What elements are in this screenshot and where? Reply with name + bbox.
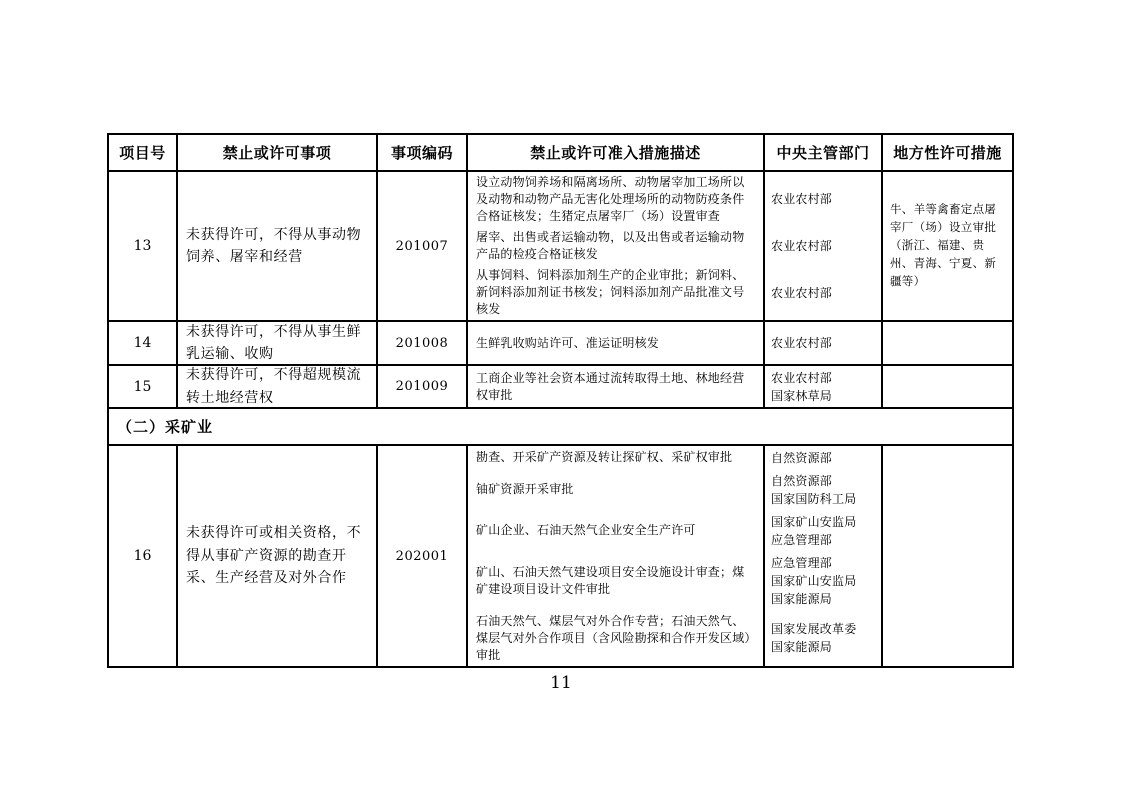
central-department: 农业农村部 — [771, 285, 833, 300]
central-department: 国家国防科工局 — [771, 491, 857, 506]
local-measure-cell — [883, 322, 1012, 364]
central-department: 应急管理部 — [771, 555, 833, 570]
measures-and-departments — [468, 322, 883, 364]
central-department: 农业农村部 — [771, 370, 833, 385]
measure-subrow — [468, 227, 883, 265]
measure-description: 石油天然气、煤层气对外合作专营；石油天然气、煤层气对外合作项目（含风险勘探和合作开发区域）审批 — [468, 611, 765, 667]
item-number-cell — [109, 366, 178, 407]
central-department: 农业农村部 — [771, 239, 833, 253]
central-department-cell — [765, 227, 883, 265]
item-description: 未获得许可，不得从事动物饲养、屠宰和经营 — [186, 226, 362, 265]
table-header-row — [109, 135, 1012, 172]
measures-and-departments — [468, 366, 883, 407]
central-department: 国家林草局 — [771, 388, 833, 403]
central-department: 国家矿山安监局 — [771, 514, 857, 529]
central-department: 国家能源局 — [771, 591, 833, 606]
table-row — [109, 322, 1012, 366]
central-department-cell — [765, 551, 883, 610]
measure-subrow — [468, 172, 883, 227]
measure-description: 设立动物饲养场和隔离场所、动物屠宰加工场所以及动物和动物产品无害化处理场所的动物防疫条件合格证核发；生猪定点屠宰厂（场）设置审查 — [468, 172, 765, 227]
measure-description: 屠宰、出售或者运输动物，以及出售或者运输动物产品的检疫合格证核发 — [468, 227, 765, 265]
item-code-cell — [378, 446, 468, 666]
central-department-cell — [765, 469, 883, 510]
section-title: （二）采矿业 — [117, 418, 214, 436]
item-code: 201008 — [395, 335, 449, 351]
item-description: 未获得许可，不得从事生鲜乳运输、收购 — [186, 323, 362, 362]
item-code: 201007 — [395, 238, 449, 254]
item-code-cell — [378, 322, 468, 364]
measure-description: 铀矿资源开采审批 — [468, 469, 765, 510]
item-code: 201009 — [395, 379, 449, 394]
measure-subrow — [468, 265, 883, 320]
central-department: 国家发展改革委 — [771, 622, 857, 637]
measure-subrow — [468, 469, 883, 510]
item-description-cell — [178, 366, 378, 407]
column-header: 地方性许可措施 — [893, 144, 1002, 162]
table-row — [109, 446, 1012, 666]
local-measure-cell — [883, 172, 1012, 320]
item-description: 未获得许可，不得超规模流转土地经营权 — [186, 367, 362, 406]
measure-subrow — [468, 611, 883, 667]
item-description: 未获得许可或相关资格，不得从事矿产资源的勘查开采、生产经营及对外合作 — [186, 525, 362, 587]
central-department: 农业农村部 — [771, 192, 833, 207]
item-number-cell — [109, 172, 178, 320]
item-number-cell — [109, 322, 178, 364]
central-department: 自然资源部 — [771, 450, 833, 465]
central-department-cell — [765, 172, 883, 227]
table-row — [109, 366, 1012, 409]
central-department-cell — [765, 446, 883, 469]
item-code: 202001 — [395, 548, 449, 564]
item-description-cell — [178, 322, 378, 364]
measure-description: 工商企业等社会资本通过流转取得土地、林地经营权审批 — [468, 366, 765, 407]
measure-description: 矿山企业、石油天然气企业安全生产许可 — [468, 510, 765, 551]
table-body — [109, 172, 1012, 666]
measures-and-departments — [468, 172, 883, 320]
item-description-cell — [178, 446, 378, 666]
item-code-cell — [378, 172, 468, 320]
measure-subrow — [468, 322, 883, 364]
central-department: 自然资源部 — [771, 473, 833, 488]
measure-description: 生鲜乳收购站许可、准运证明核发 — [468, 322, 765, 364]
measure-description: 矿山、石油天然气建设项目安全设施设计审查；煤矿建设项目设计文件审批 — [468, 551, 765, 610]
item-number: 14 — [133, 335, 152, 351]
column-header: 中央主管部门 — [765, 135, 883, 170]
column-header: 禁止或许可事项 — [178, 135, 378, 170]
measure-subrow — [468, 551, 883, 610]
measure-description: 从事饲料、饲料添加剂生产的企业审批；新饲料、新饲料添加剂证书核发；饲料添加剂产品批准文号核发 — [468, 265, 765, 320]
item-number: 16 — [133, 548, 152, 564]
column-header: 项目号 — [109, 135, 178, 170]
central-department-cell — [765, 611, 883, 667]
measure-subrow — [468, 510, 883, 551]
central-department: 国家矿山安监局 — [771, 573, 857, 588]
item-description-cell — [178, 172, 378, 320]
item-number: 13 — [133, 238, 152, 254]
local-measure-cell — [883, 446, 1012, 666]
central-department: 应急管理部 — [771, 532, 833, 547]
item-code-cell — [378, 366, 468, 407]
section-header-row — [109, 409, 1012, 446]
central-department-cell — [765, 366, 883, 407]
central-department-cell — [765, 265, 883, 320]
column-header: 事项编码 — [378, 135, 468, 170]
measure-subrow — [468, 366, 883, 407]
central-department-cell — [765, 510, 883, 551]
measures-and-departments — [468, 446, 883, 666]
item-number: 15 — [133, 378, 152, 395]
local-measure: 牛、羊等禽畜定点屠宰厂（场）设立审批（浙江、福建、贵州、青海、宁夏、新疆等） — [890, 202, 997, 288]
central-department-cell — [765, 322, 883, 364]
central-department: 国家能源局 — [771, 640, 833, 655]
negative-list-table — [107, 133, 1014, 668]
table-row — [109, 172, 1012, 322]
item-number-cell — [109, 446, 178, 666]
measure-subrow — [468, 446, 883, 469]
central-department: 农业农村部 — [771, 336, 833, 350]
column-header: 禁止或许可准入措施描述 — [468, 135, 765, 170]
local-measure-cell — [883, 366, 1012, 407]
page-number: 11 — [550, 673, 572, 693]
measure-description: 勘查、开采矿产资源及转让探矿权、采矿权审批 — [468, 446, 765, 469]
